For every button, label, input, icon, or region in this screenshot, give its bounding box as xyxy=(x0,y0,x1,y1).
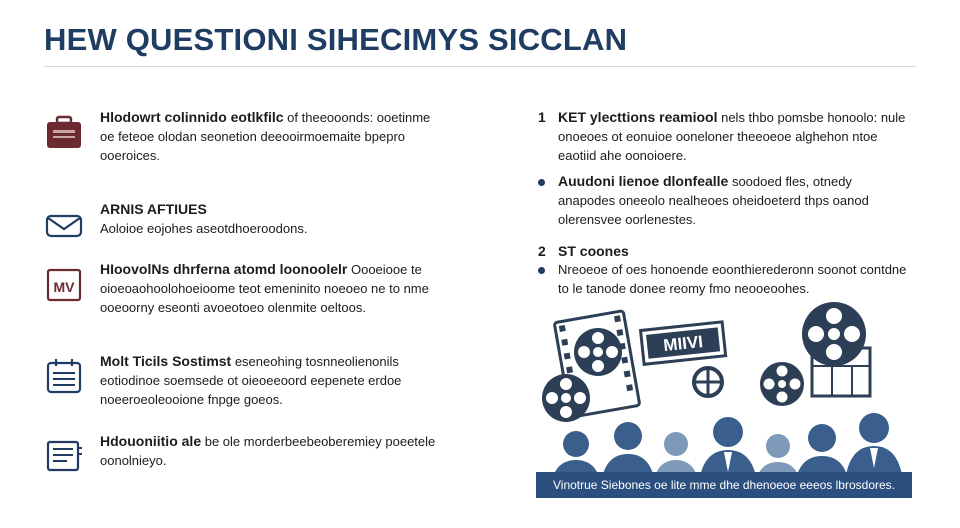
cinema-sign xyxy=(641,322,726,364)
briefcase-icon xyxy=(44,112,84,152)
left-item-3-body: Oooeiooe te oioeoaohoolohoeioome teot emeninito noeoeo ne to nme ooeoorny eseonti avoeotoeo olenmite oeltoos. xyxy=(100,262,429,315)
right-item-1-body: nels thbo pomsbe honoolo: nule onoeoes ot eonuioe ooneloner theeoeoe alghehon ntoe eaotiid ahe oonoioere. xyxy=(558,110,906,163)
left-item-2-heading: ARNIS AFTIUES xyxy=(100,201,207,217)
left-item-1-heading: Hlodowrt colinnido eotlkfilc xyxy=(100,109,284,125)
document-lines-icon xyxy=(44,436,84,476)
right-item-2-bullet xyxy=(538,179,545,186)
envelope-icon xyxy=(44,204,84,244)
title-divider xyxy=(44,66,916,67)
film-card-icon-text: MV xyxy=(53,279,75,295)
right-item-4-bullet xyxy=(538,267,545,274)
left-item-1-body: of theeooonds: ooetinme oe feteoe olodan seonetion deeooirmoemaite bpepro ooeroices. xyxy=(100,110,431,163)
left-item-3 xyxy=(44,260,484,317)
right-item-3 xyxy=(538,242,928,261)
left-item-2-body: Aoloioe eojohes aseotdhoeroodons. xyxy=(100,221,308,236)
left-item-5 xyxy=(44,432,484,476)
right-item-2-body: soodoed fles, otnedy anapodes oneeolo nealheoes oheidoeterd thps oanod olerensvee oorlenestes. xyxy=(558,174,869,227)
right-item-4-body: Nreoeoe of oes honoende eoonthierederonn soonot contdne to le tanode donee reomy fmo neooeoohes. xyxy=(558,262,907,296)
film-card-icon xyxy=(44,264,84,304)
film-reel-1 xyxy=(574,328,622,376)
right-item-3-marker: 2 xyxy=(538,243,546,259)
left-item-5-body: be ole morderbeebeoberemiey poeetele oonolnieyo. xyxy=(100,434,436,468)
right-item-2 xyxy=(538,172,928,229)
cinema-sign-text: MIIVI xyxy=(662,332,704,356)
film-reel-3 xyxy=(760,362,804,406)
left-item-2 xyxy=(44,200,484,244)
left-item-1 xyxy=(44,108,484,165)
left-item-3-heading: HIoovolNs dhrferna atomd loonoolelr xyxy=(100,261,348,277)
small-wheel xyxy=(694,368,722,396)
left-item-4-heading: Molt Ticils Sostimst xyxy=(100,353,232,369)
right-item-1-marker: 1 xyxy=(538,109,546,125)
right-item-1-heading: KET ylecttions reamiool xyxy=(558,109,718,125)
right-item-3-heading: ST coones xyxy=(558,243,629,259)
right-item-2-heading: Auudoni lienoe dlonfealle xyxy=(558,173,729,189)
page-title: HEW QUESTIONI SIHECIMYS SICCLAN xyxy=(44,22,628,57)
film-reel-4 xyxy=(802,302,866,366)
cinema-illustration xyxy=(536,298,912,498)
right-item-1 xyxy=(538,108,928,165)
calendar-list-icon xyxy=(44,356,84,396)
illustration-caption-banner: Vinotrue Siebones oe lite mme dhe dhenoeoe eeeos lbrosdores. xyxy=(536,472,912,498)
left-item-4-body: eseneohing tosnneolienonils eotiodinoe soemsede ot oieoeeoord eepenete erdoe noeeroeoleooione fnpge goeos. xyxy=(100,354,402,407)
right-item-4 xyxy=(538,260,928,298)
left-item-5-heading: Hdouoniitio ale xyxy=(100,433,202,449)
film-reel-2 xyxy=(542,374,590,422)
left-item-4 xyxy=(44,352,484,409)
